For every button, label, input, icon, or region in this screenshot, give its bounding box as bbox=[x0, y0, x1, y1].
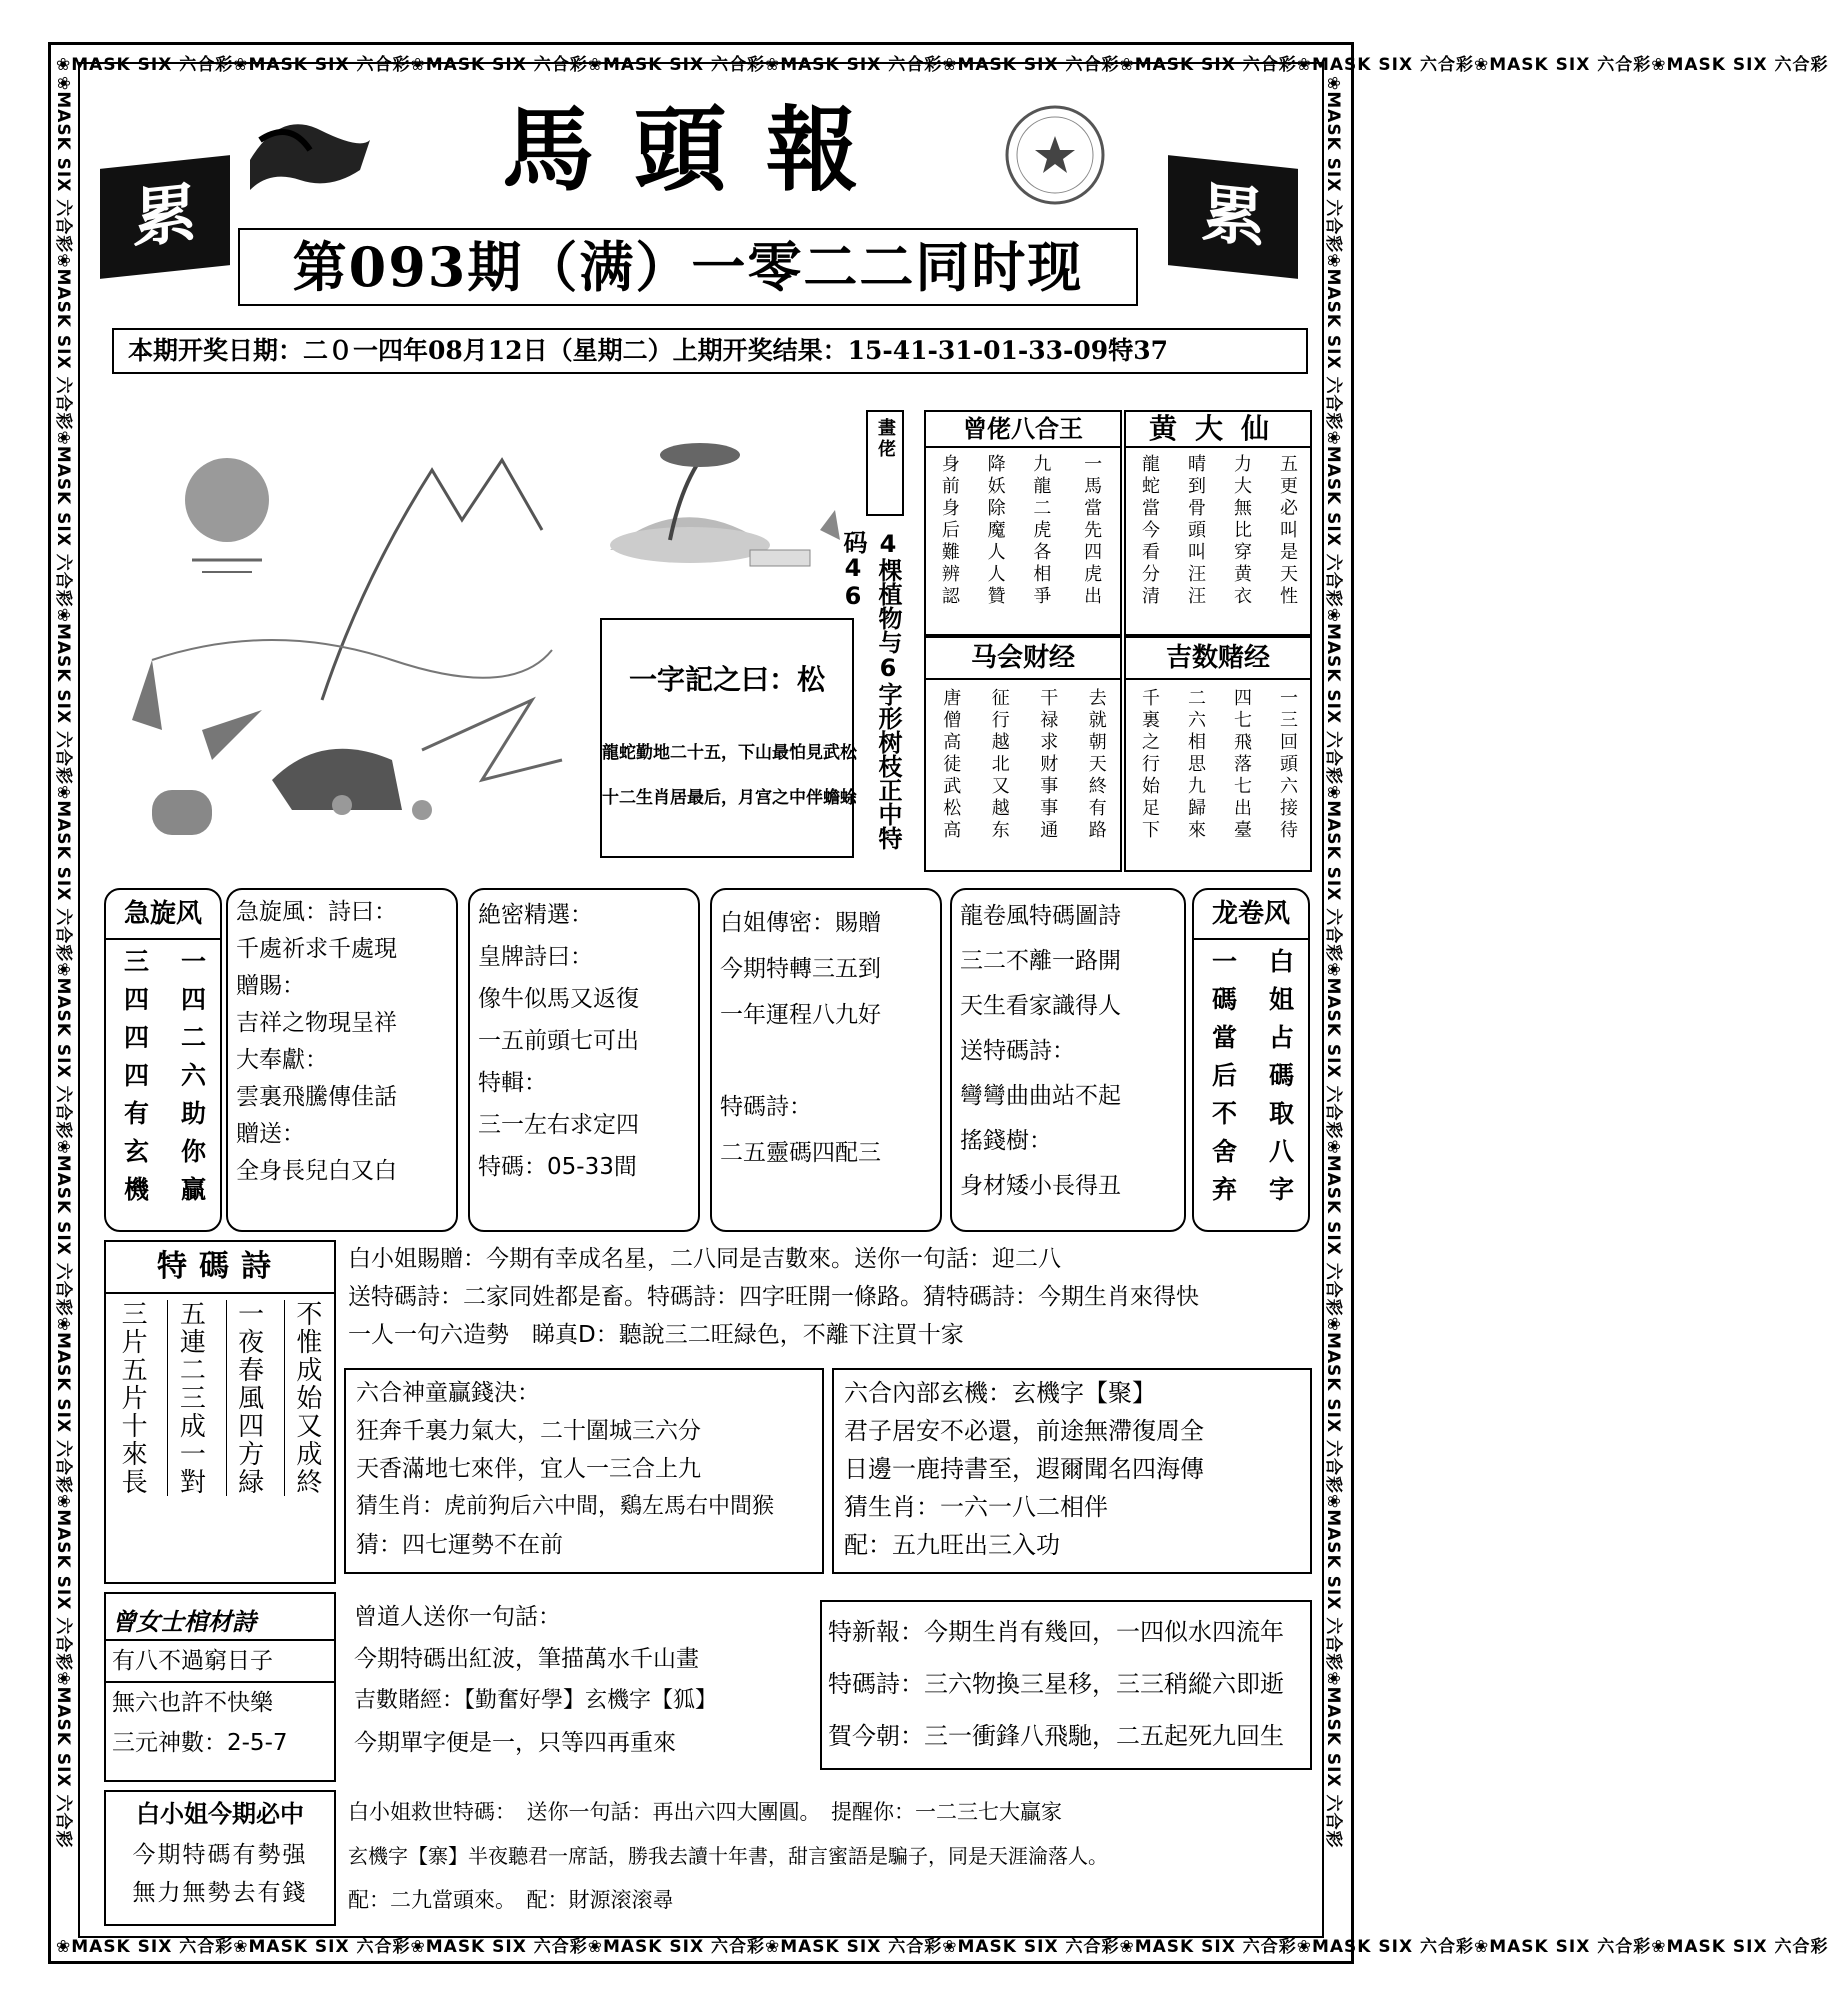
bonsai-painting bbox=[590, 430, 860, 570]
tema-poem-col-2: 一夜春風四方緑 bbox=[226, 1300, 268, 1496]
baixiaojie-line-2: 送特碼詩：二家同姓都是畜。特碼詩：四字旺開一條路。猜特碼詩：今期生肖來得快 bbox=[348, 1284, 1199, 1310]
baixiaojie-line-3: 一人一句六造勢 睇真D：聽說三二旺緑色，不離下注買十家 bbox=[348, 1322, 964, 1348]
jueni-box bbox=[468, 888, 700, 1232]
jueni-line-3: 像牛似馬又返復 bbox=[478, 986, 639, 1012]
jixuan-label-col-1: 一四二六助你贏 bbox=[177, 948, 207, 1214]
jishu-col-4: 千裏之行始足下 bbox=[1139, 688, 1160, 842]
guancai-line-3: 三元神數：2-5-7 bbox=[112, 1730, 288, 1756]
neibu-line-1: 六合內部玄機：玄機字【聚】 bbox=[844, 1379, 1156, 1407]
issue-headline: 第093期（满）一零二二同时现 bbox=[238, 228, 1138, 306]
border-left: ❀MASK SIX 六合彩❀MASK SIX 六合彩❀MASK SIX 六合彩❀MASK SIX 六合彩❀MASK SIX 六合彩❀MASK SIX 六合彩❀MASK SIX 六合彩❀MASK SIX 六合彩❀MASK SIX 六合彩❀MASK SIX 六合彩 bbox=[53, 76, 73, 1849]
neibu-line-2: 君子居安不必還，前途無滯復周全 bbox=[844, 1417, 1204, 1445]
baixiaojie-block bbox=[344, 1240, 1320, 1360]
ma-title: 马会财经 bbox=[926, 638, 1120, 680]
baijie-line-6: 二五靈碼四配三 bbox=[720, 1140, 881, 1166]
ma-col-2: 干禄求财事事通 bbox=[1037, 688, 1059, 842]
border-right: ❀MASK SIX 六合彩❀MASK SIX 六合彩❀MASK SIX 六合彩❀MASK SIX 六合彩❀MASK SIX 六合彩❀MASK SIX 六合彩❀MASK SIX 六合彩❀MASK SIX 六合彩❀MASK SIX 六合彩❀MASK SIX 六合彩 bbox=[1323, 76, 1343, 1849]
jueni-line-6: 三一左右求定四 bbox=[478, 1112, 639, 1138]
jixuan-line-6: 雲裏飛騰傳佳話 bbox=[236, 1084, 397, 1110]
jueni-line-2: 皇牌詩曰： bbox=[478, 944, 593, 970]
panel-ma-caijing bbox=[924, 636, 1122, 872]
longjuan-label-col-2: 一碼當后不舍弃 bbox=[1208, 948, 1238, 1214]
border-top: ❀MASK SIX 六合彩❀MASK SIX 六合彩❀MASK SIX 六合彩❀MASK SIX 六合彩❀MASK SIX 六合彩❀MASK SIX 六合彩❀MASK SIX 六合彩❀MASK SIX 六合彩❀MASK SIX 六合彩❀MASK SIX 六合彩 bbox=[56, 55, 1828, 75]
huang-col-1: 五更必叫是天性 bbox=[1277, 454, 1298, 608]
jueni-line-1: 絶密精選： bbox=[478, 902, 593, 928]
draw-info: 本期开奖日期：二０一四年08月12日（星期二）上期开奖结果：15-41-31-01-33-09特37 bbox=[112, 328, 1308, 374]
jueni-line-4: 一五前頭七可出 bbox=[478, 1028, 639, 1054]
yizi-box bbox=[600, 618, 857, 858]
bamboo-col-2: 九龍二虎各相爭 bbox=[1030, 454, 1052, 608]
neibu-box bbox=[832, 1368, 1312, 1574]
newspaper-title: 馬頭報 bbox=[501, 96, 898, 204]
jixuan-line-2: 千處祈求千處現 bbox=[236, 936, 397, 962]
bizhong-title: 白小姐今期必中 bbox=[136, 1800, 304, 1828]
jiushi-line-3: 配：二九當頭來。 配：財源滚滚尋 bbox=[348, 1888, 674, 1912]
painter-text: 畫佬 bbox=[875, 418, 896, 460]
texin-box bbox=[820, 1600, 1312, 1770]
jiushi-block bbox=[344, 1790, 1320, 1926]
baixiaojie-line-1: 白小姐賜贈：今期有幸成名星，二八同是吉數來。送你一句話：迎二八 bbox=[348, 1246, 1061, 1272]
panel-huang-daxian bbox=[1124, 410, 1312, 636]
guancai-box bbox=[104, 1592, 336, 1782]
longjuan-line-2: 三二不離一路開 bbox=[960, 948, 1121, 974]
yizi-line-2: 十二生肖居最后，月宫之中伴蟾蜍 bbox=[602, 788, 857, 808]
daoren-line-2: 今期特碼出紅波，筆描萬水千山畫 bbox=[354, 1646, 699, 1672]
shentong-box bbox=[344, 1368, 824, 1574]
bamboo-col-1: 一馬當先四虎出 bbox=[1081, 454, 1103, 608]
baijie-box bbox=[710, 888, 942, 1232]
jixuan-line-3: 贈賜： bbox=[236, 973, 305, 999]
neibu-line-4: 猜生肖：一六一八二相伴 bbox=[844, 1493, 1108, 1521]
jixuan-line-5: 大奉獻： bbox=[236, 1047, 328, 1073]
neibu-line-3: 日邊一鹿持書至，遐爾聞名四海傳 bbox=[844, 1455, 1204, 1483]
daoren-line-1: 曾道人送你一句話： bbox=[354, 1604, 561, 1630]
texin-line-3: 賀今朝：三一衝鋒八飛馳，二五起死九回生 bbox=[828, 1722, 1284, 1750]
shentong-line-4: 猜生肖：虎前狗后六中間，鷄左馬右中間猴 bbox=[356, 1494, 775, 1519]
shentong-line-2: 狂奔千裏力氣大，二十圍城三六分 bbox=[356, 1418, 701, 1444]
shentong-line-1: 六合神童贏錢決： bbox=[356, 1380, 540, 1406]
tema-poem-col-1: 不惟成始又成終 bbox=[284, 1300, 326, 1496]
daoren-line-4: 今期單字便是一，只等四再重來 bbox=[354, 1730, 676, 1756]
daoren-block bbox=[344, 1592, 834, 1790]
bamboo-col-4: 身前身后難辨認 bbox=[938, 454, 960, 608]
daoren-line-3: 吉數賭經：【勤奮好學】玄機字【狐】 bbox=[354, 1688, 718, 1713]
jishu-col-3: 二六相思九歸來 bbox=[1185, 688, 1206, 842]
jiushi-line-2: 玄機字【寨】半夜聽君一席話，勝我去讀十年書，甜言蜜語是騙子，同是天涯淪落人。 bbox=[348, 1844, 1108, 1868]
jixuan-label-col-2: 三四四四有玄機 bbox=[120, 948, 150, 1214]
baijie-line-4 bbox=[720, 1038, 932, 1084]
right-flag-char: 累 bbox=[1201, 176, 1265, 258]
jiushi-line-1: 白小姐救世特碼： 送你一句話：再出六四大團圓。 提醒你：一二三七大贏家 bbox=[348, 1800, 1062, 1824]
ma-col-1: 去就朝天終有路 bbox=[1085, 688, 1107, 842]
jueni-line-5: 特輯： bbox=[478, 1070, 547, 1096]
longjuan-label-title: 龙卷风 bbox=[1194, 890, 1308, 940]
jixuan-label-box bbox=[104, 888, 222, 1232]
bizhong-line-2: 無力無勢去有錢 bbox=[132, 1880, 308, 1906]
baijie-line-1: 白姐傳密：賜贈 bbox=[720, 910, 881, 936]
longjuan-line-7: 身材矮小長得丑 bbox=[960, 1173, 1121, 1199]
jixuan-box bbox=[226, 888, 458, 1232]
yizi-title: 一字記之曰：松 bbox=[628, 663, 825, 696]
tema-poem-box bbox=[104, 1240, 336, 1584]
longjuan-line-5: 彎彎曲曲站不起 bbox=[960, 1083, 1121, 1109]
panel-jishu-dujing bbox=[1124, 636, 1312, 872]
guancai-line-2: 無六也許不快樂 bbox=[112, 1690, 273, 1716]
painter-label bbox=[866, 410, 904, 516]
guancai-line-1: 有八不過窮日子 bbox=[106, 1641, 334, 1683]
landscape-painting bbox=[92, 400, 572, 860]
longjuan-line-3: 天生看家識得人 bbox=[960, 993, 1121, 1019]
longjuan-label-box bbox=[1192, 888, 1310, 1232]
tema-poem-title: 特碼詩 bbox=[106, 1242, 334, 1294]
yizi-line-1: 龍蛇勤地二十五，下山最怕見武松 bbox=[602, 743, 857, 763]
left-flag bbox=[100, 155, 230, 279]
texin-line-1: 特新報：今期生肖有幾回，一四似水四流年 bbox=[828, 1618, 1284, 1646]
longjuan-line-6: 搖錢樹： bbox=[960, 1128, 1052, 1154]
bamboo-king-title: 曾佬八合王 bbox=[926, 412, 1120, 448]
shentong-line-5: 猜：四七運勢不在前 bbox=[356, 1532, 563, 1558]
jishu-title: 吉数赌经 bbox=[1126, 638, 1310, 680]
panel-bamboo-king bbox=[924, 410, 1122, 636]
bizhong-box bbox=[104, 1790, 336, 1926]
baijie-line-2: 今期特轉三五到 bbox=[720, 956, 881, 982]
longjuan-box bbox=[950, 888, 1186, 1232]
longjuan-label-col-1: 白姐占碼取八字 bbox=[1265, 948, 1295, 1214]
right-flag bbox=[1168, 155, 1298, 279]
huang-col-3: 晴到骨頭叫汪汪 bbox=[1185, 454, 1206, 608]
huang-col-4: 龍蛇當今看分清 bbox=[1139, 454, 1160, 608]
official-seal bbox=[1000, 100, 1110, 210]
jueni-line-7: 特碼：05-33間 bbox=[478, 1154, 637, 1180]
jixuan-line-7: 贈送： bbox=[236, 1121, 305, 1147]
ma-col-3: 征行越北又越东 bbox=[988, 688, 1010, 842]
jishu-col-1: 一三回頭六接待 bbox=[1277, 688, 1298, 842]
ma-col-4: 唐僧高徒武松高 bbox=[940, 688, 962, 842]
tema-poem-col-3: 五連二三成一對 bbox=[167, 1300, 209, 1496]
jixuan-label-title: 急旋风 bbox=[106, 890, 220, 940]
jishu-col-2: 四七飛落七出臺 bbox=[1231, 688, 1252, 842]
guancai-title: 曾女士棺材詩 bbox=[106, 1594, 334, 1641]
jixuan-line-8: 全身長兒白又白 bbox=[236, 1158, 397, 1184]
left-flag-char: 累 bbox=[133, 176, 197, 258]
tema-poem-col-4: 三片五片十來長 bbox=[117, 1300, 148, 1496]
border-bottom: ❀MASK SIX 六合彩❀MASK SIX 六合彩❀MASK SIX 六合彩❀MASK SIX 六合彩❀MASK SIX 六合彩❀MASK SIX 六合彩❀MASK SIX 六合彩❀MASK SIX 六合彩❀MASK SIX 六合彩❀MASK SIX 六合彩 bbox=[56, 1937, 1828, 1957]
jixuan-line-1: 急旋風：詩曰： bbox=[236, 899, 397, 925]
longjuan-line-1: 龍卷風特碼圖詩 bbox=[960, 903, 1121, 929]
painting-clue: 4棵植物与6字形树枝正中特码46 bbox=[839, 530, 902, 850]
shentong-line-3: 天香滿地七來伴，宜人一三合上九 bbox=[356, 1456, 701, 1482]
bamboo-col-3: 降妖除魔人人贊 bbox=[984, 454, 1006, 608]
baijie-line-5: 特碼詩： bbox=[720, 1094, 812, 1120]
jixuan-line-4: 吉祥之物現呈祥 bbox=[236, 1010, 397, 1036]
texin-line-2: 特碼詩：三六物換三星移，三三稍縱六即逝 bbox=[828, 1670, 1284, 1698]
baijie-line-3: 一年運程八九好 bbox=[720, 1002, 881, 1028]
huang-title: 黄大仙 bbox=[1126, 412, 1310, 448]
bizhong-line-1: 今期特碼有勢强 bbox=[132, 1842, 308, 1868]
neibu-line-5: 配：五九旺出三入功 bbox=[844, 1531, 1060, 1559]
header-ink-decoration bbox=[240, 100, 380, 210]
huang-col-2: 力大無比穿黄衣 bbox=[1231, 454, 1252, 608]
longjuan-line-4: 送特碼詩： bbox=[960, 1038, 1075, 1064]
